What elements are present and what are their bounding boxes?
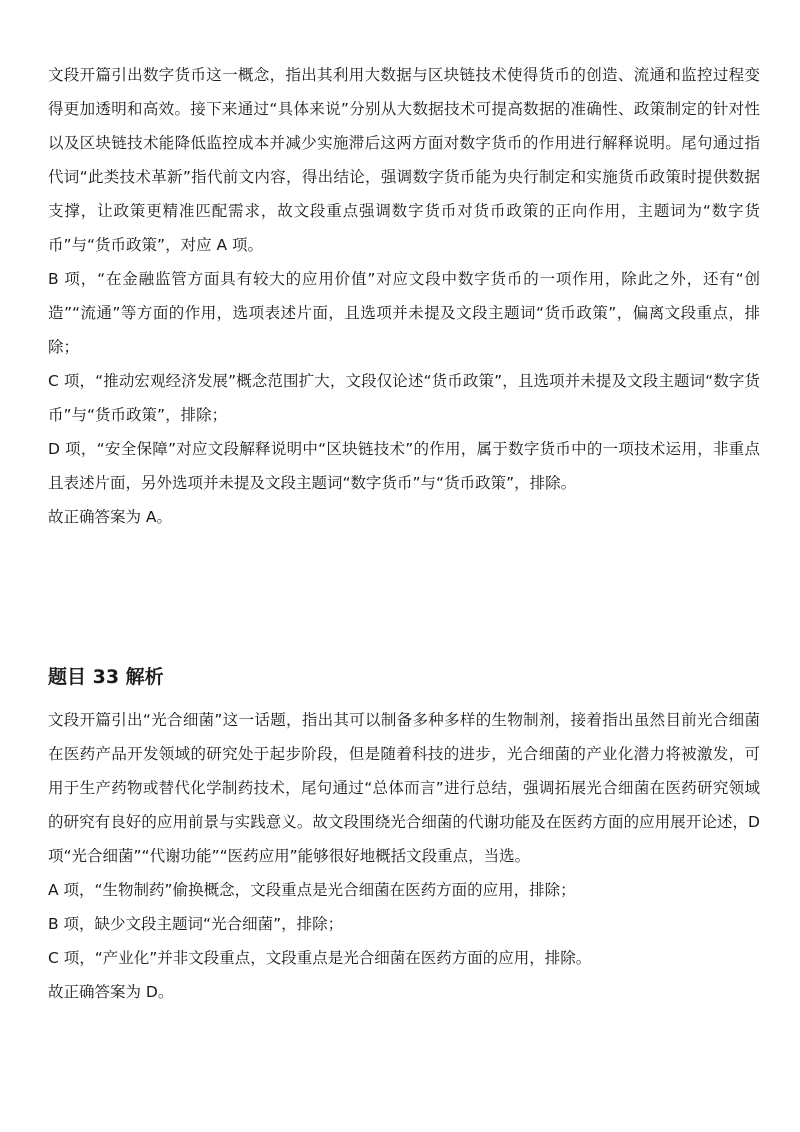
analysis-paragraph: 文段开篇引出“光合细菌”这一话题，指出其可以制备多种多样的生物制剂，接着指出虽然目前光合细菌在医药产品开发领域的研究处于起步阶段，但是随着科技的进步，光合细菌的产业化潜力将被激发，可用于生产药物或替代化学制药技术，尾句通过“总体而言”进行总结，强调拓展光合细菌在医药研究领域的研究有良好的应用前景与实践意义。故文段围绕光合细菌的代谢功能及在医药方面的应用展开论述，D 项“光合细菌”“代谢功能”“医药应用”能够很好地概括文段重点，当选。 [48,711,760,865]
option-b-analysis: B 项，缺少文段主题词“光合细菌”，排除； [48,915,344,933]
option-c-analysis: C 项，“推动宏观经济发展”概念范围扩大，文段仅论述“货币政策”，且选项并未提及文段主题词“数字货币”与“货币政策”，排除； [48,372,760,424]
answer-line: 故正确答案为 A。 [48,508,173,526]
option-d-analysis: D 项，“安全保障”对应文段解释说明中“区块链技术”的作用，属于数字货币中的一项技术运用，非重点且表述片面，另外选项并未提及文段主题词“数字货币”与“货币政策”，排除。 [48,440,760,492]
question-33-analysis [48,703,760,1009]
option-c-analysis: C 项，“产业化”并非文段重点，文段重点是光合细菌在医药方面的应用，排除。 [48,949,592,967]
question-32-analysis [48,58,760,534]
option-b-analysis: B 项，“在金融监管方面具有较大的应用价值”对应文段中数字货币的一项作用，除此之外，还有“创造”“流通”等方面的作用，选项表述片面，且选项并未提及文段主题词“货币政策”，偏离文段重点，排除； [48,270,760,356]
question-33-heading: 题目 33 解析 [48,666,164,688]
analysis-paragraph: 文段开篇引出数字货币这一概念，指出其利用大数据与区块链技术使得货币的创造、流通和监控过程变得更加透明和高效。接下来通过“具体来说”分别从大数据技术可提高数据的准确性、政策制定的针对性以及区块链技术能降低监控成本并减少实施滞后这两方面对数字货币的作用进行解释说明。尾句通过指代词“此类技术革新”指代前文内容，得出结论，强调数字货币能为央行制定和实施货币政策时提供数据支撑，让政策更精准匹配需求，故文段重点强调数字货币对货币政策的正向作用，主题词为“数字货币”与“货币政策”，对应 A 项。 [48,66,760,254]
option-a-analysis: A 项，“生物制药”偷换概念，文段重点是光合细菌在医药方面的应用，排除； [48,881,576,899]
answer-line: 故正确答案为 D。 [48,983,174,1001]
